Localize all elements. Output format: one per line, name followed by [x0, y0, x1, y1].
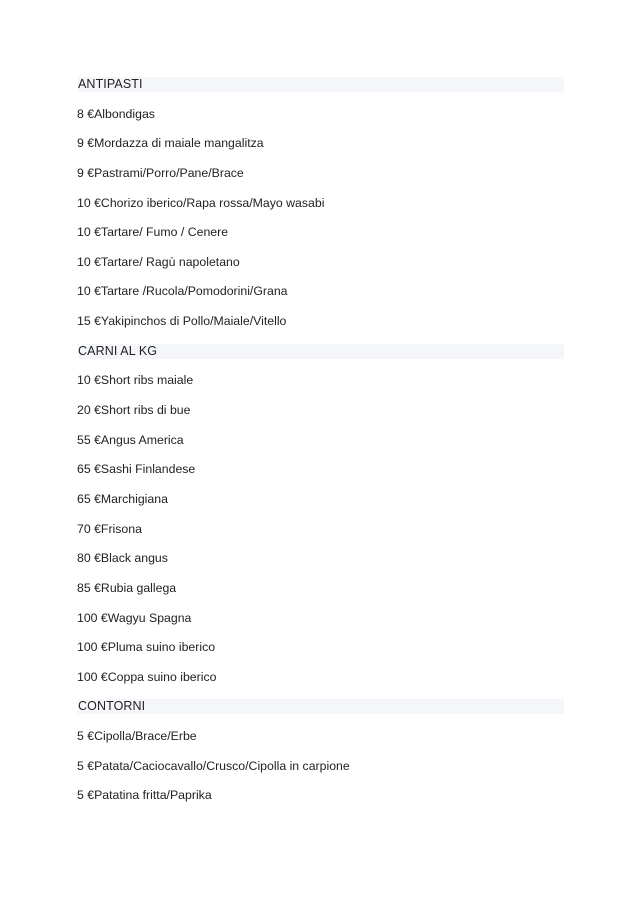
- menu-item: 10 €Chorizo iberico/Rapa rossa/Mayo wasabi: [77, 195, 325, 210]
- menu-item: 8 €Albondigas: [77, 106, 155, 121]
- menu-item: 10 €Tartare /Rucola/Pomodorini/Grana: [77, 284, 288, 299]
- menu-item: 10 €Tartare/ Fumo / Cenere: [77, 225, 229, 240]
- menu-item: 5 €Patata/Caciocavallo/Crusco/Cipolla in carpione: [77, 758, 350, 773]
- section-title: CARNI AL KG: [78, 344, 564, 359]
- section-title: CONTORNI: [78, 699, 564, 714]
- menu-document: [77, 76, 564, 817]
- menu-item: 9 €Mordazza di maiale mangalitza: [77, 136, 264, 151]
- menu-item: 100 €Pluma suino iberico: [77, 640, 216, 655]
- menu-item: 5 €Patatina fritta/Paprika: [77, 788, 212, 803]
- section-carni-al-kg: [77, 343, 564, 373]
- menu-item: 65 €Marchigiana: [77, 491, 168, 506]
- menu-item: 65 €Sashi Finlandese: [77, 462, 196, 477]
- menu-item: 70 €Frisona: [77, 521, 142, 536]
- section-antipasti: [77, 76, 564, 106]
- menu-item: 100 €Wagyu Spagna: [77, 610, 192, 625]
- menu-item: 80 €Black angus: [77, 551, 168, 566]
- section-title: ANTIPASTI: [78, 77, 564, 92]
- menu-item: 9 €Pastrami/Porro/Pane/Brace: [77, 165, 244, 180]
- menu-item: 20 €Short ribs di bue: [77, 403, 191, 418]
- menu-item: 15 €Yakipinchos di Pollo/Maiale/Vitello: [77, 314, 287, 329]
- menu-item: 55 €Angus America: [77, 432, 184, 447]
- section-contorni: [77, 698, 564, 728]
- menu-item: 100 €Coppa suino iberico: [77, 669, 217, 684]
- menu-item: 10 €Short ribs maiale: [77, 373, 194, 388]
- menu-item: 5 €Cipolla/Brace/Erbe: [77, 729, 197, 744]
- menu-item: 10 €Tartare/ Ragù napoletano: [77, 254, 240, 269]
- menu-item: 85 €Rubia gallega: [77, 580, 177, 595]
